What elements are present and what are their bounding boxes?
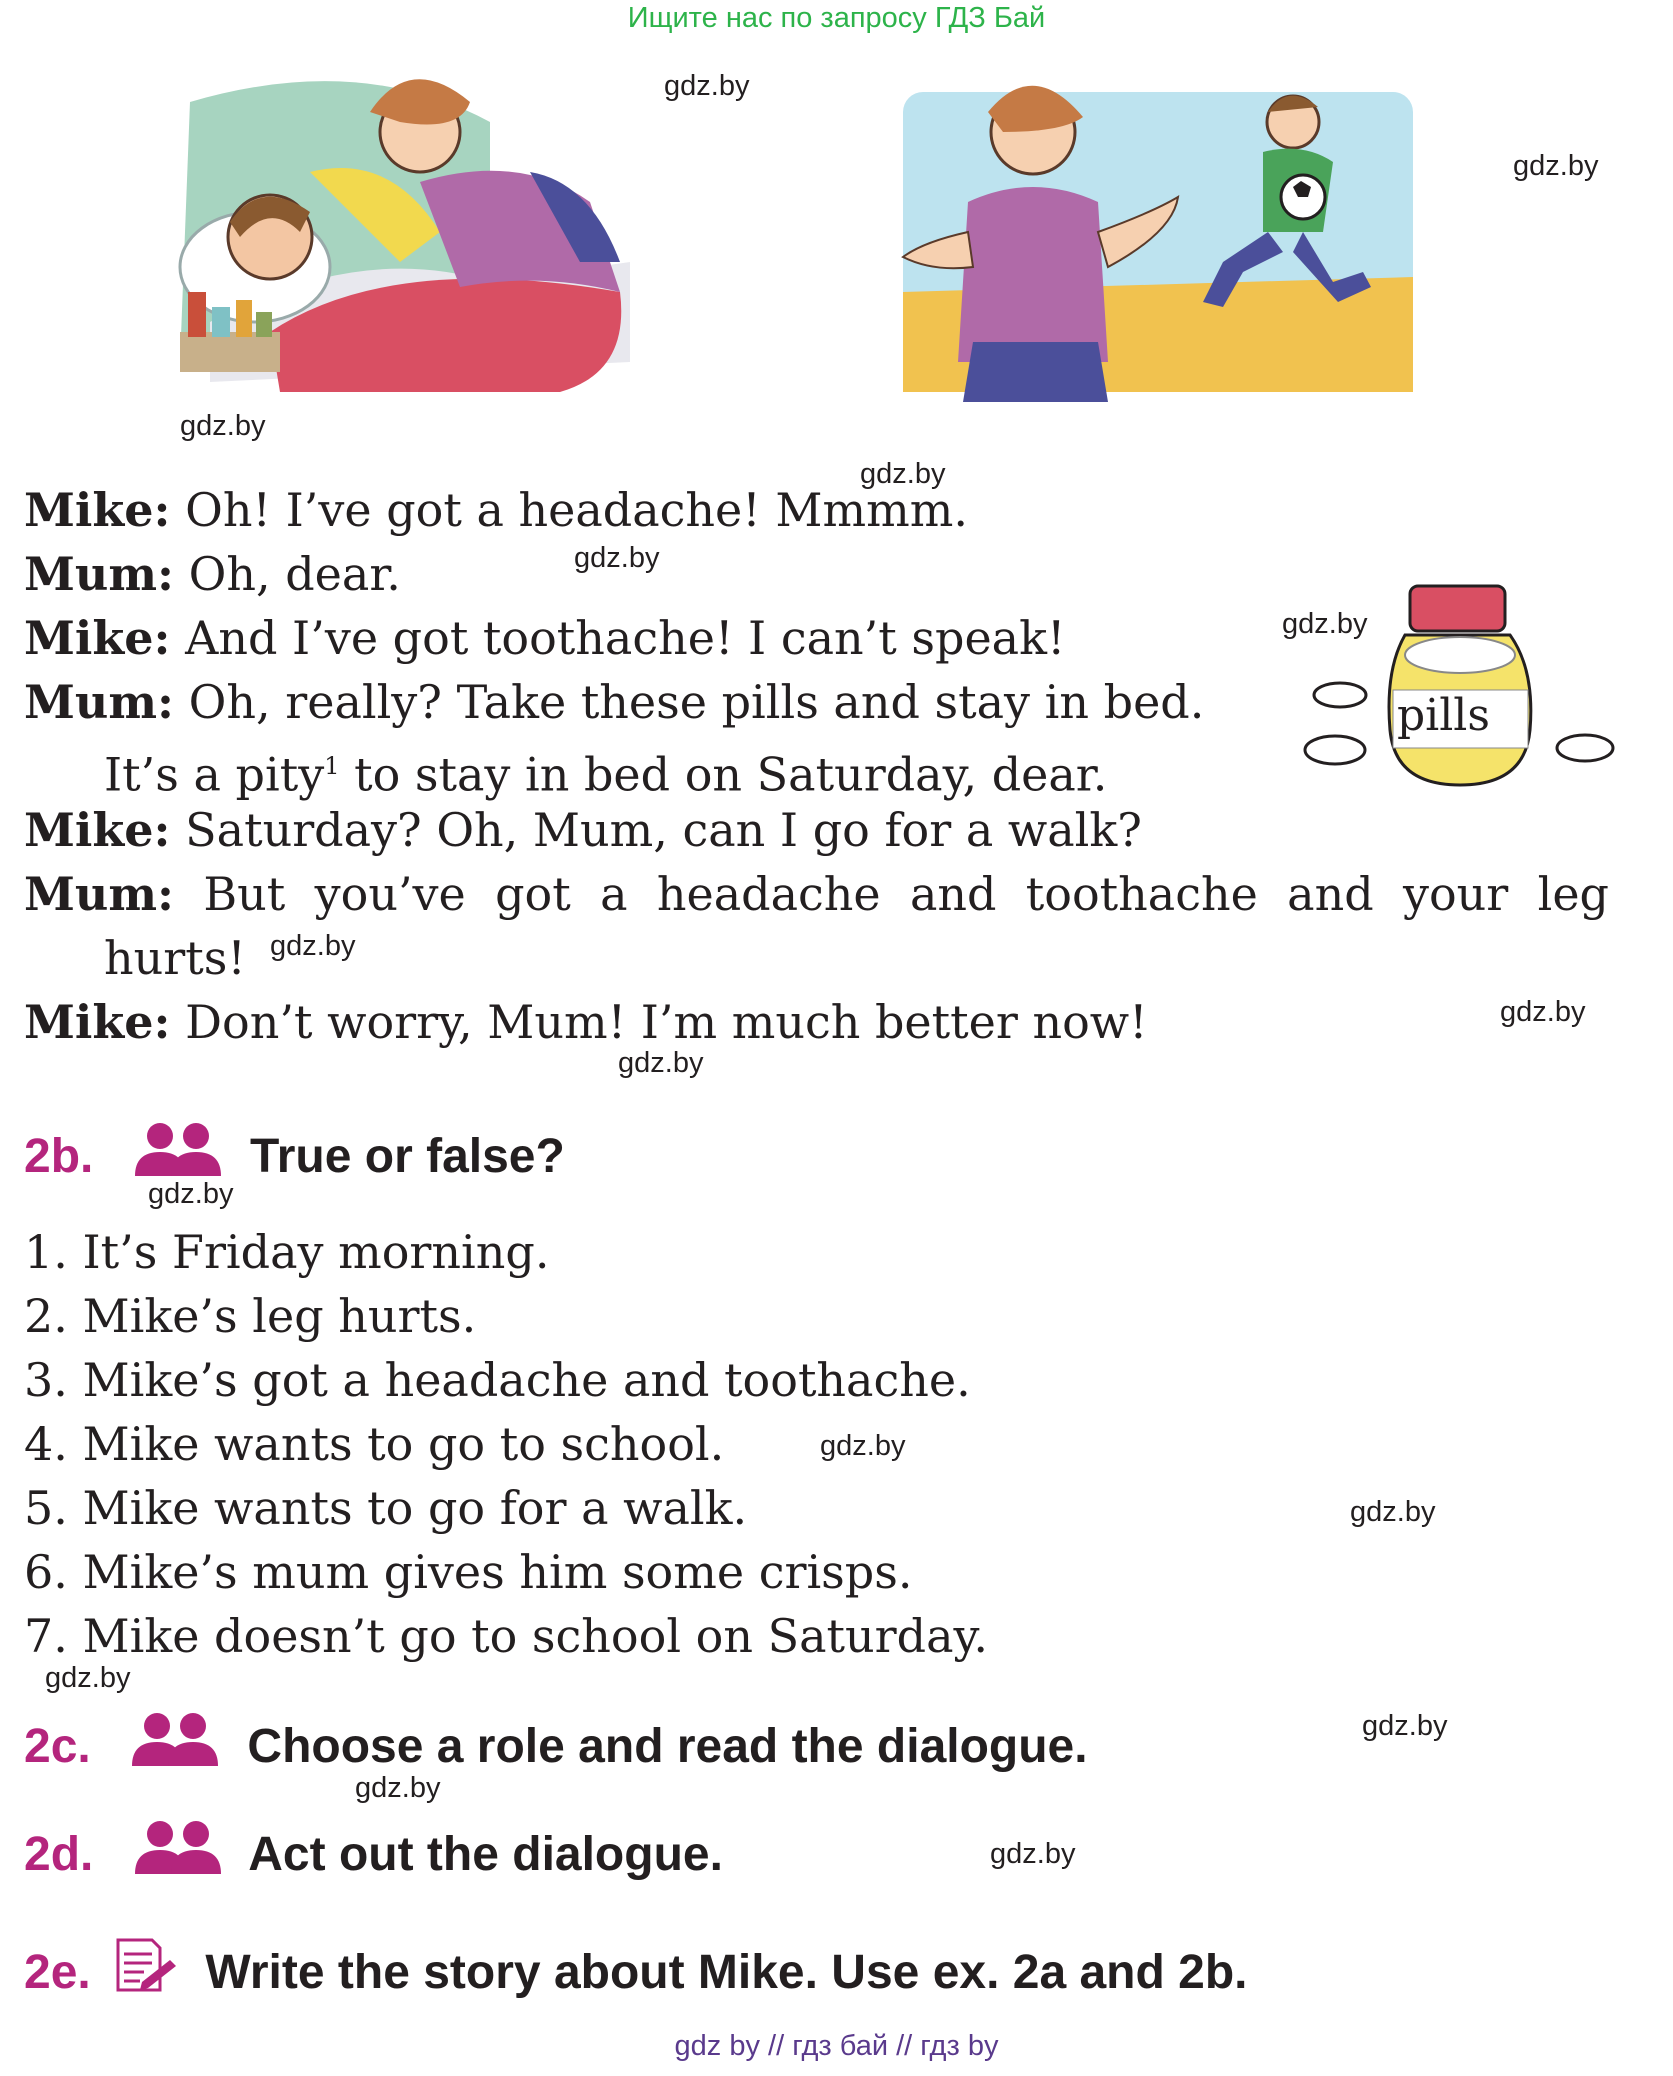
line-text: And I’ve got toothache! I can’t speak!: [185, 611, 1066, 665]
dialogue-line: [24, 606, 1065, 670]
watermark: gdz.by: [618, 1047, 704, 1079]
exercise-title: Choose a role and read the dialogue.: [247, 1720, 1088, 1773]
exercise-number: 2c.: [24, 1720, 91, 1773]
exercise-2c-heading: [24, 1712, 1088, 1774]
exercise-number: 2e.: [24, 1946, 91, 1999]
statement-item: [24, 1220, 549, 1284]
statement-text: Mike doesn’t go to school on Saturday.: [82, 1609, 989, 1663]
dialogue-line: [24, 798, 1142, 862]
watermark: gdz.by: [355, 1772, 441, 1804]
statement-item: [24, 1348, 971, 1412]
dialogue-line: [24, 542, 401, 606]
exercise-title: Write the story about Mike. Use ex. 2a and 2b.: [205, 1946, 1248, 1999]
watermark: gdz.by: [180, 410, 266, 442]
watermark: gdz.by: [574, 542, 660, 574]
line-text: Don’t worry, Mum! I’m much better now!: [185, 995, 1148, 1049]
exercise-2e-heading: [24, 1936, 1248, 2000]
watermark: gdz.by: [1500, 996, 1586, 1028]
statement-number: 1.: [24, 1225, 68, 1279]
statement-number: 4.: [24, 1417, 68, 1471]
footnote-mark: 1: [324, 752, 340, 780]
running-boy-illustration: [893, 62, 1423, 422]
dialogue-line: [104, 926, 246, 990]
watermark: gdz.by: [860, 458, 946, 490]
speaker: Mike:: [24, 803, 171, 857]
exercise-title: Act out the dialogue.: [248, 1828, 723, 1881]
exercise-title: True or false?: [250, 1130, 565, 1183]
watermark: gdz.by: [1350, 1496, 1436, 1528]
dialogue-line: [24, 862, 1609, 926]
exercise-number: 2b.: [24, 1130, 94, 1183]
dialogue-line: [24, 990, 1148, 1054]
exercise-2b-heading: [24, 1122, 565, 1184]
speaker: Mum:: [24, 867, 175, 921]
statement-text: Mike’s leg hurts.: [82, 1289, 477, 1343]
statement-text: It’s Friday morning.: [82, 1225, 550, 1279]
speaker: Mum:: [24, 547, 175, 601]
line-text: Saturday? Oh, Mum, can I go for a walk?: [185, 803, 1142, 857]
statement-number: 2.: [24, 1289, 68, 1343]
watermark: gdz.by: [990, 1838, 1076, 1870]
watermark: gdz.by: [1282, 608, 1368, 640]
statement-item: [24, 1604, 988, 1668]
line-text: Oh, dear.: [188, 547, 401, 601]
sick-boy-illustration: [160, 62, 630, 422]
line-text: Oh! I’ve got a headache! Mmmm.: [185, 483, 968, 537]
dialogue-line: [24, 670, 1204, 734]
statement-number: 7.: [24, 1609, 68, 1663]
statement-item: [24, 1284, 476, 1348]
statement-text: Mike wants to go for a walk.: [82, 1481, 748, 1535]
watermark: gdz.by: [270, 930, 356, 962]
watermark: gdz.by: [1513, 150, 1599, 182]
watermark: gdz.by: [820, 1430, 906, 1462]
statement-number: 3.: [24, 1353, 68, 1407]
statement-item: [24, 1412, 724, 1476]
watermark: gdz.by: [664, 70, 750, 102]
statement-text: Mike’s mum gives him some crisps.: [82, 1545, 913, 1599]
statement-text: Mike wants to go to school.: [82, 1417, 725, 1471]
speaker: Mike:: [24, 611, 171, 665]
statement-item: [24, 1476, 747, 1540]
footer-links[interactable]: gdz by // гдз бай // гдз by: [674, 2030, 999, 2062]
line-text: Oh, really? Take these pills and stay in bed.: [188, 675, 1205, 729]
top-banner[interactable]: Ищите нас по запросу ГДЗ Бай: [627, 2, 1046, 34]
statement-number: 5.: [24, 1481, 68, 1535]
watermark: gdz.by: [1362, 1710, 1448, 1742]
watermark: gdz.by: [148, 1178, 234, 1210]
statement-item: [24, 1540, 912, 1604]
line-text: It’s a pity: [104, 747, 325, 802]
speaker: Mike:: [24, 483, 171, 537]
pair-work-icon: [130, 1712, 220, 1768]
pair-work-icon: [133, 1122, 223, 1178]
dialogue-line: [104, 734, 1107, 806]
watermark: gdz.by: [45, 1662, 131, 1694]
exercise-number: 2d.: [24, 1828, 94, 1881]
speaker: Mum:: [24, 675, 175, 729]
line-text: But you’ve got a headache and toothache and your leg: [203, 867, 1609, 921]
statement-text: Mike’s got a headache and toothache.: [82, 1353, 971, 1407]
line-text: to stay in bed on Saturday, dear.: [339, 747, 1108, 802]
statement-number: 6.: [24, 1545, 68, 1599]
speaker: Mike:: [24, 995, 171, 1049]
dialogue-line: [24, 478, 968, 542]
line-text: hurts!: [104, 931, 246, 985]
pills-label: pills: [1397, 690, 1490, 741]
pair-work-icon: [133, 1820, 223, 1876]
writing-icon: [112, 1936, 178, 1994]
exercise-2d-heading: [24, 1820, 723, 1882]
